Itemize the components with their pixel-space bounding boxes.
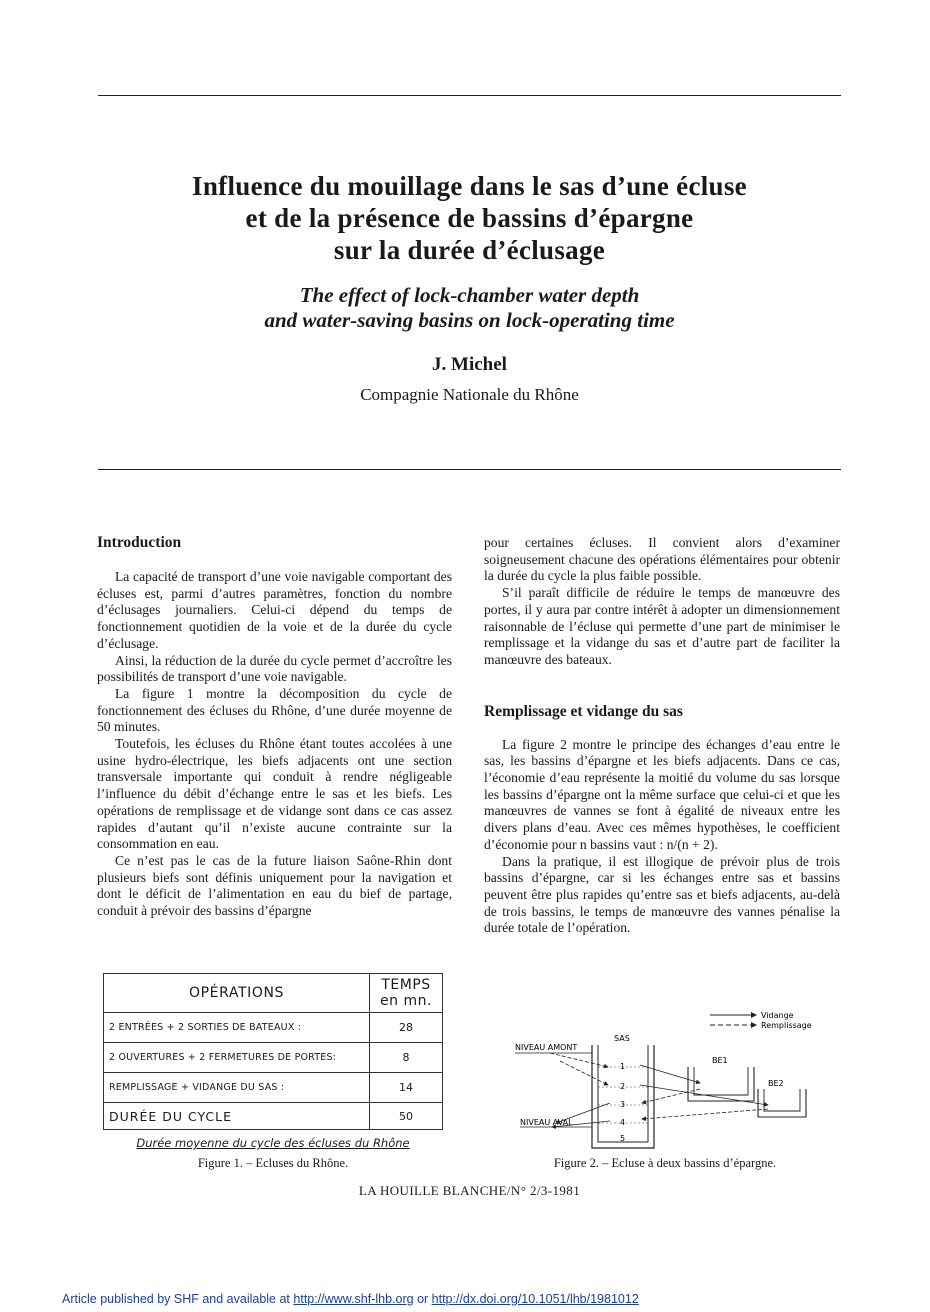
niveau-amont-label: NIVEAU AMONT bbox=[515, 1043, 578, 1052]
figure-2-diagram bbox=[500, 1005, 840, 1155]
title-line: et de la présence de bassins d’épargne bbox=[245, 203, 694, 233]
total-time-cell: 50 bbox=[370, 1103, 443, 1130]
time-cell: 8 bbox=[370, 1043, 443, 1073]
table-total-row bbox=[104, 1103, 443, 1130]
subtitle-line: The effect of lock-chamber water depth bbox=[299, 283, 640, 307]
top-rule bbox=[98, 95, 841, 96]
be1-label: BE1 bbox=[712, 1056, 728, 1065]
table-row bbox=[104, 1043, 443, 1073]
title-line: Influence du mouillage dans le sas d’une écluse bbox=[192, 171, 747, 201]
flow-arrow bbox=[640, 1065, 700, 1083]
basin-be2-inner bbox=[764, 1089, 800, 1111]
table-caption: Durée moyenne du cycle des écluses du Rhône bbox=[136, 1136, 410, 1150]
level-number: 2 bbox=[620, 1082, 626, 1091]
table-row bbox=[104, 1013, 443, 1043]
be2-label: BE2 bbox=[768, 1079, 784, 1088]
paragraph: La figure 1 montre la décomposition du cycle de fonctionnement des écluses du Rhône, d’une durée moyenne de 50 minutes. bbox=[97, 685, 452, 735]
time-cell: 14 bbox=[370, 1073, 443, 1103]
flow-arrow bbox=[640, 1085, 768, 1105]
level-number: 1 bbox=[620, 1062, 626, 1071]
level-number: 4 bbox=[620, 1118, 626, 1127]
column-header-time bbox=[370, 974, 443, 1013]
time-cell: 28 bbox=[370, 1013, 443, 1043]
basin-be1 bbox=[688, 1067, 754, 1101]
author-affiliation: Compagnie Nationale du Rhône bbox=[360, 385, 579, 404]
author-name: J. Michel bbox=[432, 354, 507, 375]
sas-chamber-inner bbox=[598, 1045, 648, 1142]
operation-cell: 2 ENTRÉES + 2 SORTIES DE BATEAUX : bbox=[104, 1013, 370, 1043]
basin-be2 bbox=[758, 1089, 806, 1117]
article-subtitle bbox=[98, 283, 841, 333]
shf-link[interactable]: http://www.shf-lhb.org bbox=[293, 1292, 414, 1306]
paragraph: La figure 2 montre le principe des échanges d’eau entre le sas, les bassins d’épargne et les biefs adjacents. Dans ce cas, l’économie d’eau représente la moitié du volume du sas lorsque les bassins d’épargne ont la même surface que celui-ci et que les manœuvres de vannes se font à égalité de niveaux entre les divers plans d’eau. Avec ces mêmes hypothèses, le coefficient d’économie pour n bassins vaut : n/(n + 2). bbox=[484, 736, 840, 852]
paragraph: pour certaines écluses. Il convient alors d’examiner soigneusement chacune des opérations élémentaires pour obtenir la durée du cycle la plus faible possible. bbox=[484, 535, 840, 584]
paragraph: Dans la pratique, il est illogique de prévoir plus de trois bassins d’épargne, car si les échanges entre sas et bassins peuvent être plus rapides qu’entre sas et biefs adjacents, au-delà de trois bassins, le temps de manœuvre des vannes pénalise la durée totale de l’opération. bbox=[484, 853, 840, 936]
column-header-time-line: TEMPS bbox=[381, 977, 431, 993]
flow-arrow bbox=[560, 1061, 608, 1085]
sas-chamber bbox=[592, 1045, 654, 1148]
sas-label: SAS bbox=[614, 1034, 630, 1043]
subtitle-line: and water-saving basins on lock-operating time bbox=[264, 308, 675, 332]
level-number: 5 bbox=[620, 1134, 626, 1143]
paragraph: La capacité de transport d’une voie navigable comportant des écluses est, parmi d’autres paramètres, fonction du nombre d’éclusages journaliers. Celui-ci dépend du temps de fonctionnement quotidien de la voie et de la durée du cycle d’éclusage. bbox=[97, 569, 452, 651]
flow-arrow bbox=[550, 1053, 608, 1067]
table-row bbox=[104, 1073, 443, 1103]
total-label-cell: DURÉE DU CYCLE bbox=[104, 1103, 370, 1130]
paragraph: Toutefois, les écluses du Rhône étant toutes accolées à une usine hydro-électrique, les biefs adjacents ont une section transversale importante qui conduit à rendre négligeable l’influence du débit d’échange entre le sas et les biefs. Les opérations de remplissage et de vidange sont dans ce cas assez rapides d’autant qu’il n’existe aucune contrainte sur la consommation en eau. bbox=[97, 736, 452, 852]
section-heading-remplissage: Remplissage et vidange du sas bbox=[484, 702, 683, 720]
doi-link[interactable]: http://dx.doi.org/10.1051/lhb/1981012 bbox=[431, 1292, 639, 1306]
paragraph: S’il paraît difficile de réduire le temps de manœuvre des portes, il y aura par contre intérêt à adopter un dimensionnement raisonnable de l’écluse qui permette d’une part de minimiser le remplissage et la vidange du sas et d’autre part de faciliter la manœuvre des bateaux. bbox=[484, 585, 840, 667]
column-header-time-line: en mn. bbox=[380, 993, 432, 1009]
operations-table bbox=[103, 973, 443, 1130]
flow-arrow bbox=[642, 1109, 768, 1119]
figure-2-caption: Figure 2. – Ecluse à deux bassins d’épargne. bbox=[553, 1156, 777, 1170]
right-column bbox=[484, 535, 840, 937]
operation-cell: REMPLISSAGE + VIDANGE DU SAS : bbox=[104, 1073, 370, 1103]
niveau-aval-label: NIVEAU AVAL bbox=[520, 1118, 573, 1127]
header-rule bbox=[98, 469, 841, 470]
flow-arrow bbox=[556, 1103, 610, 1123]
article-title bbox=[98, 170, 841, 266]
paragraph: Ce n’est pas le cas de la future liaison Saône-Rhin dont plusieurs biefs sont définis uniquement pour la navigation et dont le déficit de l’alimentation en eau du bief de partage, conduit à prévoir des bassins d’épargne bbox=[97, 852, 452, 919]
basin-be1-inner bbox=[694, 1067, 748, 1095]
figure-1-table bbox=[103, 973, 443, 1150]
footer-middle: or bbox=[413, 1292, 432, 1306]
operation-cell: 2 OUVERTURES + 2 FERMETURES DE PORTES: bbox=[104, 1043, 370, 1073]
figure-1-caption: Figure 1. – Ecluses du Rhône. bbox=[197, 1156, 349, 1170]
column-header-operations: OPÉRATIONS bbox=[104, 974, 370, 1013]
journal-reference: LA HOUILLE BLANCHE/N° 2/3-1981 bbox=[358, 1183, 581, 1198]
legend-remplissage-label: Remplissage bbox=[761, 1021, 812, 1030]
title-line: sur la durée d’éclusage bbox=[333, 235, 606, 265]
legend-vidange-label: Vidange bbox=[761, 1011, 794, 1020]
level-number: 3 bbox=[620, 1100, 626, 1109]
footer-prefix: Article published by SHF and available at bbox=[62, 1292, 294, 1306]
paragraph: Ainsi, la réduction de la durée du cycle permet d’accroître les possibilités de transport d’une voie navigable. bbox=[97, 652, 452, 685]
table-header-row bbox=[104, 974, 443, 1013]
left-column bbox=[97, 534, 452, 920]
section-heading-introduction: Introduction bbox=[97, 534, 182, 551]
footer-notice bbox=[62, 1292, 882, 1306]
